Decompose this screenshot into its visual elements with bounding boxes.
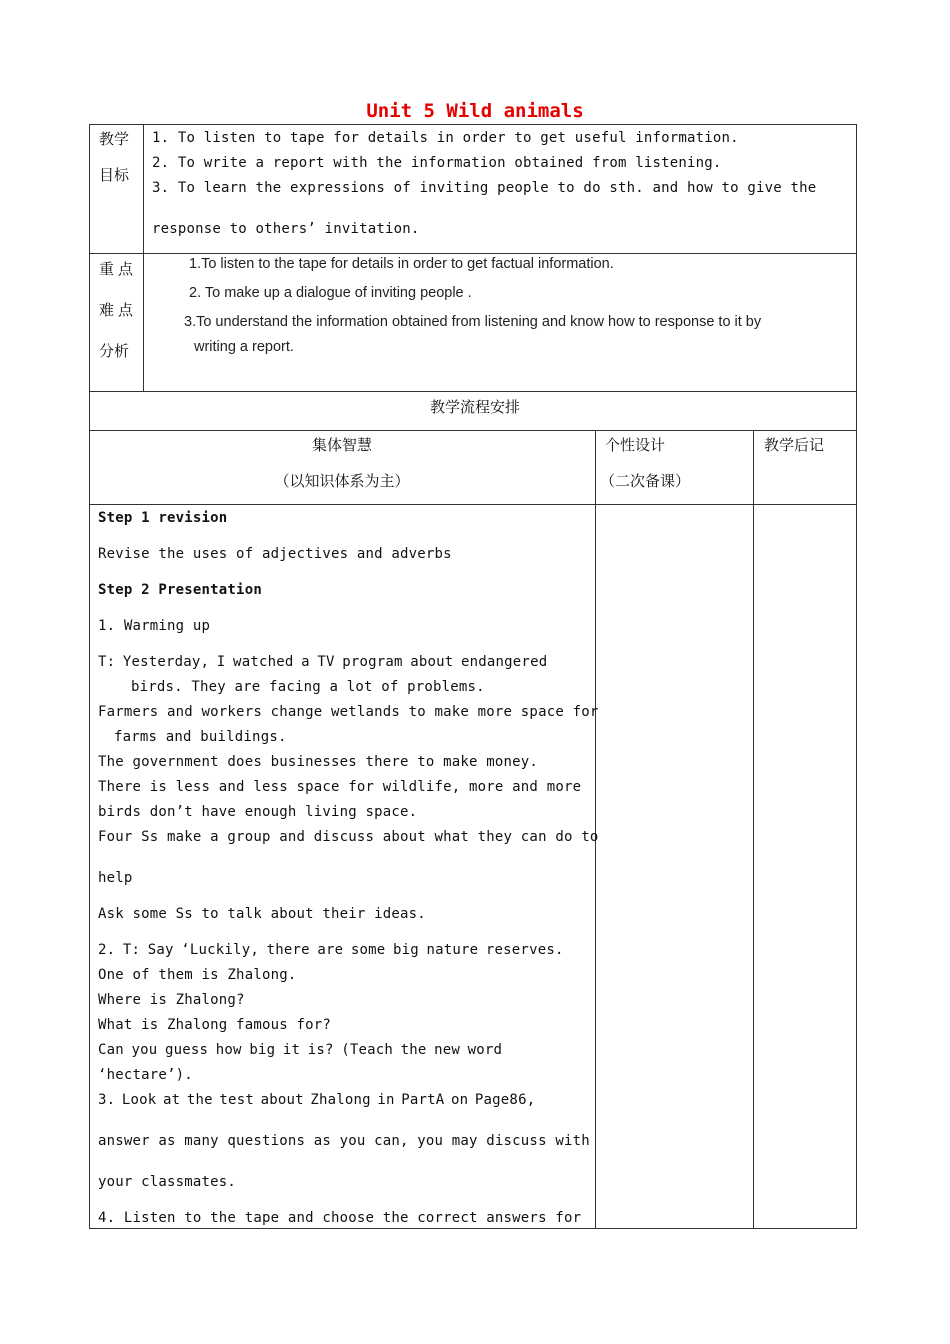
col-divider-notes [753,430,754,1229]
objective-line-1: 1. To listen to tape for details in order to get useful information. [152,130,739,146]
para-t10a: Can you guess how big it is? (Teach the new word [98,1042,503,1058]
objective-line-3: 3. To learn the expressions of inviting people to do sth. and how to give the [152,180,817,196]
para-t4b: birds don’t have enough living space. [98,804,418,820]
para-t3: The government does businesses there to make money. [98,754,539,770]
col1-subtitle: （以知识体系为主） [274,472,410,490]
para-t5b: help [98,870,133,886]
step1-text: Revise the uses of adjectives and adverbs [98,546,452,562]
keypoints-label-3: 分析 [99,344,130,360]
para-t11c: your classmates. [98,1174,237,1190]
para-t11a: 3. Look at the test about Zhalong in PartA on Page86, [98,1092,536,1108]
objectives-label-2: 目标 [99,168,130,184]
para-t8: Where is Zhalong? [98,992,245,1008]
keypoints-label-1: 重点 [99,262,138,278]
col2-subtitle: （二次备课） [600,472,691,490]
para-t7a: 2. T: Say ‘Luckily, there are some big nature reserves. [98,942,564,958]
objective-line-2: 2. To write a report with the information obtained from listening. [152,155,722,171]
para-t7b: One of them is Zhalong. [98,967,297,983]
warming-up: 1. Warming up [98,618,211,634]
row-divider-keypoints [89,391,857,392]
objectives-label-1: 教学 [99,132,130,148]
row-divider-objectives [89,253,857,254]
keypoint-line-1: 1.To listen to the tape for details in order to get factual information. [189,256,614,272]
para-t11b: answer as many questions as you can, you may discuss with [98,1133,590,1149]
step1-heading: Step 1 revision [98,510,228,526]
para-t1b: birds. They are facing a lot of problems. [131,679,485,695]
flow-header: 教学流程安排 [429,398,520,416]
para-t2b: farms and buildings. [114,729,287,745]
para-t9: What is Zhalong famous for? [98,1017,331,1033]
col-divider-keypoints [143,253,144,391]
keypoint-line-3: 3.To understand the information obtained from listening and know how to response to it by [184,314,762,330]
keypoint-line-2: 2. To make up a dialogue of inviting people . [189,285,472,301]
keypoint-line-4: writing a report. [194,339,294,355]
para-t1a: T: Yesterday, I watched a TV program about endangered [98,654,548,670]
keypoints-label-2: 难点 [99,303,138,319]
para-t2a: Farmers and workers change wetlands to make more space for [98,704,599,720]
para-t6: Ask some Ss to talk about their ideas. [98,906,426,922]
row-divider-flow [89,430,857,431]
para-t12: 4. Listen to the tape and choose the correct answers for [98,1210,582,1226]
col2-title: 个性设计 [605,436,666,454]
para-t5a: Four Ss make a group and discuss about what they can do to [98,829,599,845]
para-t4a: There is less and less space for wildlife, more and more [98,779,582,795]
col-divider-objectives [143,124,144,253]
page-title: Unit 5 Wild animals [366,100,584,122]
col1-title: 集体智慧 [311,436,372,454]
objective-line-4: response to others’ invitation. [152,221,420,237]
para-t10b: ‘hectare’). [98,1067,193,1083]
row-divider-columns [89,504,857,505]
step2-heading: Step 2 Presentation [98,582,262,598]
col3-title: 教学后记 [764,436,825,454]
